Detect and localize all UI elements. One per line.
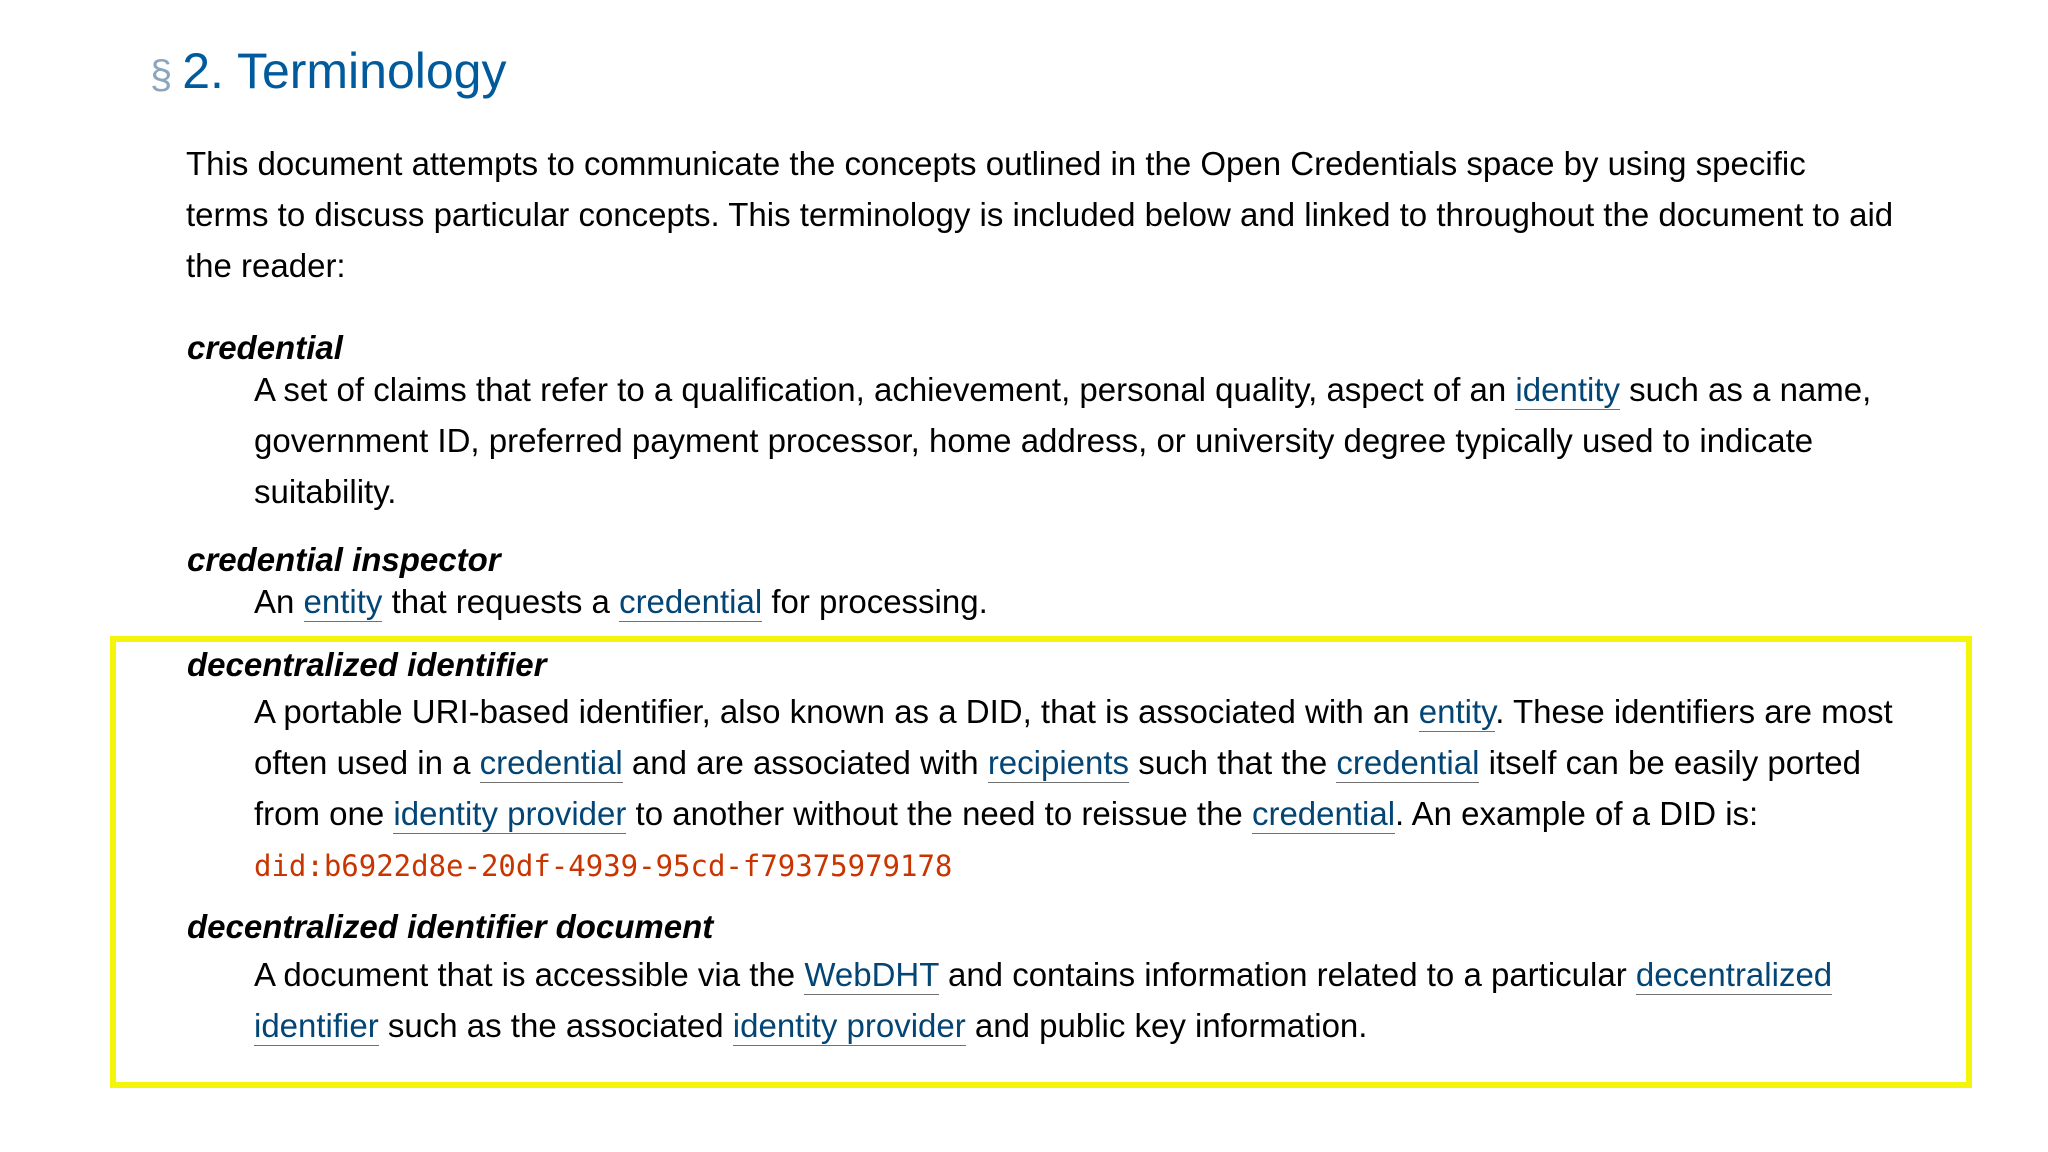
- term-decentralized-identifier-document: decentralized identifier document: [187, 908, 714, 945]
- definition-credential-inspector: [254, 576, 1894, 627]
- definition-text: and public key information.: [965, 1007, 1368, 1044]
- term-decentralized-identifier: decentralized identifier: [187, 646, 547, 683]
- section-title: 2. Terminology: [182, 43, 507, 99]
- link-recipients[interactable]: recipients: [987, 744, 1130, 781]
- definition-text: itself can be easily ported from one: [254, 744, 1861, 832]
- did-example-code: did:b6922d8e-20df-4939-95cd-f79375979178: [254, 849, 953, 883]
- definition-text: that requests a: [382, 583, 620, 620]
- section-anchor-link[interactable]: §: [150, 53, 173, 97]
- definition-text: . These identifiers are most often used in a: [254, 693, 1893, 781]
- link-entity[interactable]: entity: [303, 583, 383, 620]
- definition-text: A document that is accessible via the: [254, 956, 805, 993]
- definition-text: An: [254, 583, 304, 620]
- link-identity-provider[interactable]: identity provider: [393, 795, 627, 832]
- link-credential[interactable]: credential: [479, 744, 623, 781]
- definition-text: such that the: [1129, 744, 1337, 781]
- section-heading: [150, 38, 507, 108]
- definition-text: A set of claims that refer to a qualification, achievement, personal quality, aspect of an: [254, 371, 1516, 408]
- definition-text: . An example of a DID is:: [1395, 795, 1759, 832]
- link-credential[interactable]: credential: [1251, 795, 1396, 832]
- definition-text: and are associated with: [622, 744, 988, 781]
- link-webdht[interactable]: WebDHT: [804, 956, 939, 993]
- link-identity-provider[interactable]: identity provider: [732, 1007, 966, 1044]
- term-credential: credential: [187, 329, 343, 366]
- definition-text: such as the associated: [378, 1007, 733, 1044]
- link-decentralized-identifier[interactable]: decentralized identifier: [254, 956, 1833, 1044]
- link-entity[interactable]: entity: [1418, 693, 1496, 730]
- link-credential[interactable]: credential: [1336, 744, 1480, 781]
- link-credential[interactable]: credential: [619, 583, 763, 620]
- link-identity[interactable]: identity: [1515, 371, 1620, 408]
- intro-paragraph: This document attempts to communicate the concepts outlined in the Open Credentials space by using specific terms to discuss particular concepts. This terminology is included below and linked to throughout the document to aid the reader:: [186, 145, 1894, 284]
- definition-credential: [254, 364, 1894, 517]
- definition-text: for processing.: [762, 583, 988, 620]
- definition-text: and contains information related to a particular: [938, 956, 1636, 993]
- definition-text: A portable URI-based identifier, also known as a DID, that is associated with an: [254, 693, 1419, 730]
- highlight-box: [110, 636, 1972, 1088]
- definition-text: to another without the need to reissue the: [626, 795, 1252, 832]
- term-credential-inspector: credential inspector: [187, 541, 501, 578]
- definition-text: such as a name, government ID, preferred payment processor, home address, or university degree typically used to indicate suitability.: [254, 371, 1872, 510]
